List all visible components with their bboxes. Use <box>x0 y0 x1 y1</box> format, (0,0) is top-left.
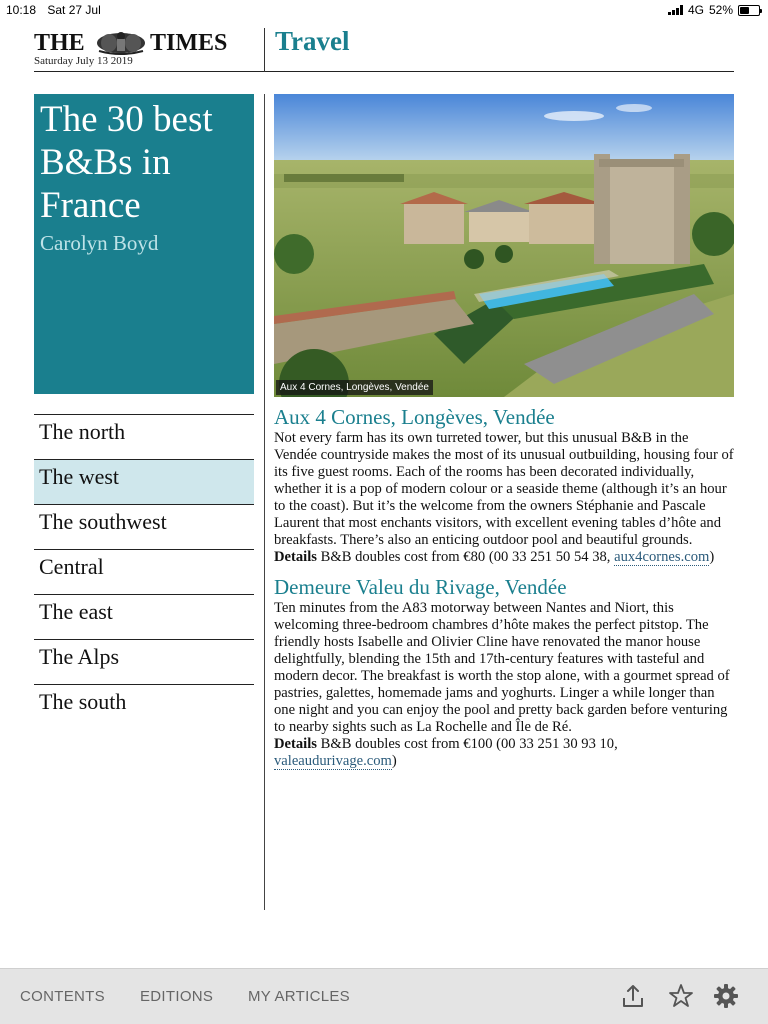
nav-item-label: The west <box>39 464 120 489</box>
nav-item-east[interactable] <box>34 594 254 639</box>
hero-photo <box>274 94 734 397</box>
share-icon[interactable] <box>620 983 646 1009</box>
nav-item-southwest[interactable] <box>34 504 254 549</box>
times-logo <box>34 28 234 56</box>
entry-link[interactable]: aux4cornes.com <box>614 549 710 565</box>
hero-image[interactable] <box>274 94 734 397</box>
nav-item-central[interactable] <box>34 549 254 594</box>
status-time: 10:18 <box>6 3 37 17</box>
brand-right: TIMES <box>150 30 228 56</box>
section-title: Travel <box>275 26 350 56</box>
entry-body: Ten minutes from the A83 motorway between Nantes and Niort, this welcoming three-bedroom chambres d’hôte makes the perfect pitstop. The friendly hosts Isabelle and Olivier Cline have renovated the manor house delightfully, blending the 15th and 17th-century features with tasteful and modern decor. The breakfast is worth the stop alone, with a gourmet spread of pastries, galettes, homemade jams and yoghurts. Linger a while longer than one night and you can enjoy the pool and pretty back garden before venturing to nearby sights such as La Rochelle and Île de Ré. <box>274 600 730 735</box>
region-nav <box>34 414 254 729</box>
edition-date: Saturday July 13 2019 <box>34 55 133 67</box>
crest-icon <box>97 32 145 54</box>
entry <box>274 574 734 770</box>
nav-item-west[interactable] <box>34 459 254 504</box>
masthead <box>34 28 734 72</box>
entry-heading: Aux 4 Cornes, Longèves, Vendée <box>274 405 555 429</box>
details-end: ) <box>709 549 715 565</box>
signal-icon <box>668 5 683 15</box>
article-title: The 30 best B&Bs in France <box>40 99 213 226</box>
article-body <box>274 404 734 778</box>
network-type: 4G <box>687 3 704 17</box>
nav-item-alps[interactable] <box>34 639 254 684</box>
details-text: B&B doubles cost from €100 (00 33 251 30 93 10, <box>316 736 618 752</box>
nav-item-label: The Alps <box>39 644 120 669</box>
entry-link[interactable]: valeaudurivage.com <box>274 753 392 769</box>
status-bar <box>0 0 768 20</box>
nav-item-label: Central <box>39 554 104 579</box>
nav-item-south[interactable] <box>34 684 254 729</box>
tab-contents[interactable]: CONTENTS <box>20 988 105 1005</box>
brand-left: THE <box>34 30 85 56</box>
article-author: Carolyn Boyd <box>40 231 159 255</box>
battery-icon <box>738 5 760 16</box>
entry-heading: Demeure Valeu du Rivage, Vendée <box>274 575 567 599</box>
details-label: Details <box>274 549 317 565</box>
nav-item-label: The southwest <box>39 509 167 534</box>
status-date: Sat 27 Jul <box>47 3 101 17</box>
entry-details <box>274 549 734 566</box>
nav-item-label: The east <box>39 599 113 624</box>
nav-item-label: The north <box>39 419 126 444</box>
column-divider <box>264 94 265 910</box>
details-end: ) <box>391 753 397 769</box>
nav-item-north[interactable] <box>34 414 254 459</box>
masthead-divider <box>264 28 265 72</box>
nav-item-label: The south <box>39 689 127 714</box>
battery-fill <box>740 7 749 14</box>
article-title-block <box>34 94 254 394</box>
entry-body: Not every farm has its own turreted tower, but this unusual B&B in the Vendée countryside makes the most of its unusual outbuilding, housing four of its five guest rooms. Each of the rooms has been decorated individually, whether it is a pop of modern colour or a seaside theme (although it’s an hour to the coast). But it’s the welcome from the owners Stéphanie and Pascale Laurent that most enchants visitors, with excellent evening tables d’hôte and breakfasts. There’s also an enticing outdoor pool and beautiful grounds. <box>274 430 734 548</box>
tab-my-articles[interactable]: MY ARTICLES <box>248 988 350 1005</box>
bottom-toolbar <box>0 968 768 1024</box>
details-text: B&B doubles cost from €80 (00 33 251 50 54 38, <box>316 549 615 565</box>
tab-editions[interactable]: EDITIONS <box>140 988 214 1005</box>
entry-details <box>274 736 734 770</box>
star-icon[interactable] <box>668 983 694 1009</box>
entry <box>274 404 734 566</box>
gear-icon[interactable] <box>713 983 739 1009</box>
details-label: Details <box>274 736 317 752</box>
battery-percent: 52% <box>708 3 733 17</box>
hero-caption: Aux 4 Cornes, Longèves, Vendée <box>276 380 433 395</box>
